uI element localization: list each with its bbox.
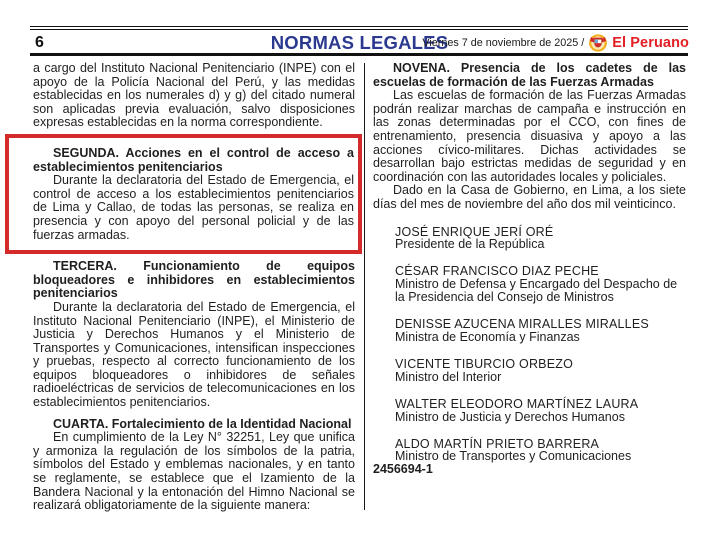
signature-block bbox=[395, 438, 686, 464]
signature-role: Ministro de Defensa y Encargado del Despacho de la Presidencia del Consejo de Ministros bbox=[395, 277, 678, 305]
signature-role: Ministro de Transportes y Comunicaciones bbox=[395, 449, 632, 464]
closing-paragraph: Dado en la Casa de Gobierno, en Lima, a los siete días del mes de noviembre del año dos mil veinticinco. bbox=[373, 183, 686, 211]
signature-name: VICENTE TIBURCIO ORBEZO bbox=[395, 356, 574, 371]
intro-paragraph: a cargo del Instituto Nacional Penitenciario (INPE) con el apoyo de la Policía Nacional del Perú, y las medidas establecidas en los numerales d) y g) del citado numeral son aplicadas previa evaluación, salvo disposiciones expresas establecidas en la norma correspondiente. bbox=[33, 61, 355, 130]
header-bottom-rule bbox=[30, 53, 688, 56]
tercera-body: Durante la declaratoria del Estado de Emergencia, el Instituto Nacional Penitenciario (INPE), el Ministerio de Justicia y Derechos Humanos y el Ministerio de Transportes y Comunicaciones, intensifican inspecciones y pruebas, respecto al correcto funcionamiento de los equipos bloqueadores o inhibidores de señales radioeléctricas de servicios de telecomunicaciones en los establecimientos penitenciarios. bbox=[33, 299, 355, 410]
novena-body: Las escuelas de formación de las Fuerzas Armadas podrán realizar marchas de campaña e instrucción en las zonas determinadas por el CCO, con fines de entrenamiento, presencia disuasiva y apoyo a las acciones cívico-militares. Dichas actividades se desarrollan bajo estrictas medidas de seguridad y en coordinación con las autoridades locales y policiales. bbox=[373, 88, 686, 184]
signature-block bbox=[395, 358, 686, 384]
right-column bbox=[373, 62, 686, 477]
signature-block bbox=[395, 398, 686, 424]
brand-logotype: El Peruano bbox=[612, 34, 689, 51]
signature-role: Presidente de la República bbox=[395, 237, 545, 252]
cuarta-heading: CUARTA. Fortalecimiento de la Identidad Nacional bbox=[53, 416, 352, 431]
signature-name: JOSÉ ENRIQUE JERÍ ORÉ bbox=[395, 224, 554, 239]
signature-role: Ministro de Justicia y Derechos Humanos bbox=[395, 409, 625, 424]
page-number: 6 bbox=[35, 34, 44, 51]
signature-role: Ministra de Economía y Finanzas bbox=[395, 329, 580, 344]
section-title: NORMAS LEGALES bbox=[270, 32, 449, 53]
signature-name: CÉSAR FRANCISCO DIAZ PECHE bbox=[395, 264, 599, 279]
tercera-heading: TERCERA. Funcionamiento de equipos bloqueadores e inhibidores en establecimientos penitenciarios bbox=[33, 259, 355, 301]
signature-name: WALTER ELEODORO MARTÍNEZ LAURA bbox=[395, 396, 639, 411]
red-annotation-box bbox=[5, 134, 362, 254]
issue-date: Viernes 7 de noviembre de 2025 / bbox=[422, 36, 585, 49]
novena-heading: NOVENA. Presencia de los cadetes de las escuelas de formación de las Fuerzas Armadas bbox=[373, 61, 686, 89]
signature-role: Ministro del Interior bbox=[395, 369, 502, 384]
header-right-group bbox=[422, 33, 689, 52]
signature-block bbox=[395, 318, 686, 344]
signature-block bbox=[395, 226, 686, 252]
column-divider bbox=[364, 63, 365, 510]
left-column bbox=[33, 62, 355, 513]
signature-name: ALDO MARTÍN PRIETO BARRERA bbox=[395, 436, 600, 451]
cuarta-body: En cumplimiento de la Ley N° 32251, Ley que unifica y armoniza la regulación de los símbolos de la patria, símbolos del Estado y emblemas nacionales, y en tanto se reglamente, se establece que el Izamiento de la Bandera Nacional y la entonación del Himno Nacional se realizará obligatoriamente de la siguiente manera: bbox=[33, 430, 355, 513]
signature-block bbox=[395, 265, 686, 304]
segunda-body: Durante la declaratoria del Estado de Emergencia, el control de acceso a los establecimientos penitenciarios de Lima y Callao, de todas las personas, se realiza en presencia y con apoyo del personal policial y de las fuerzas armadas. bbox=[33, 173, 354, 242]
signature-name: DENISSE AZUCENA MIRALLES MIRALLES bbox=[395, 317, 649, 332]
document-code: 2456694-1 bbox=[373, 462, 433, 477]
segunda-heading: SEGUNDA. Acciones en el control de acceso a establecimientos penitenciarios bbox=[33, 145, 354, 174]
top-double-rule bbox=[30, 26, 688, 30]
peru-coat-of-arms-icon bbox=[588, 33, 608, 52]
